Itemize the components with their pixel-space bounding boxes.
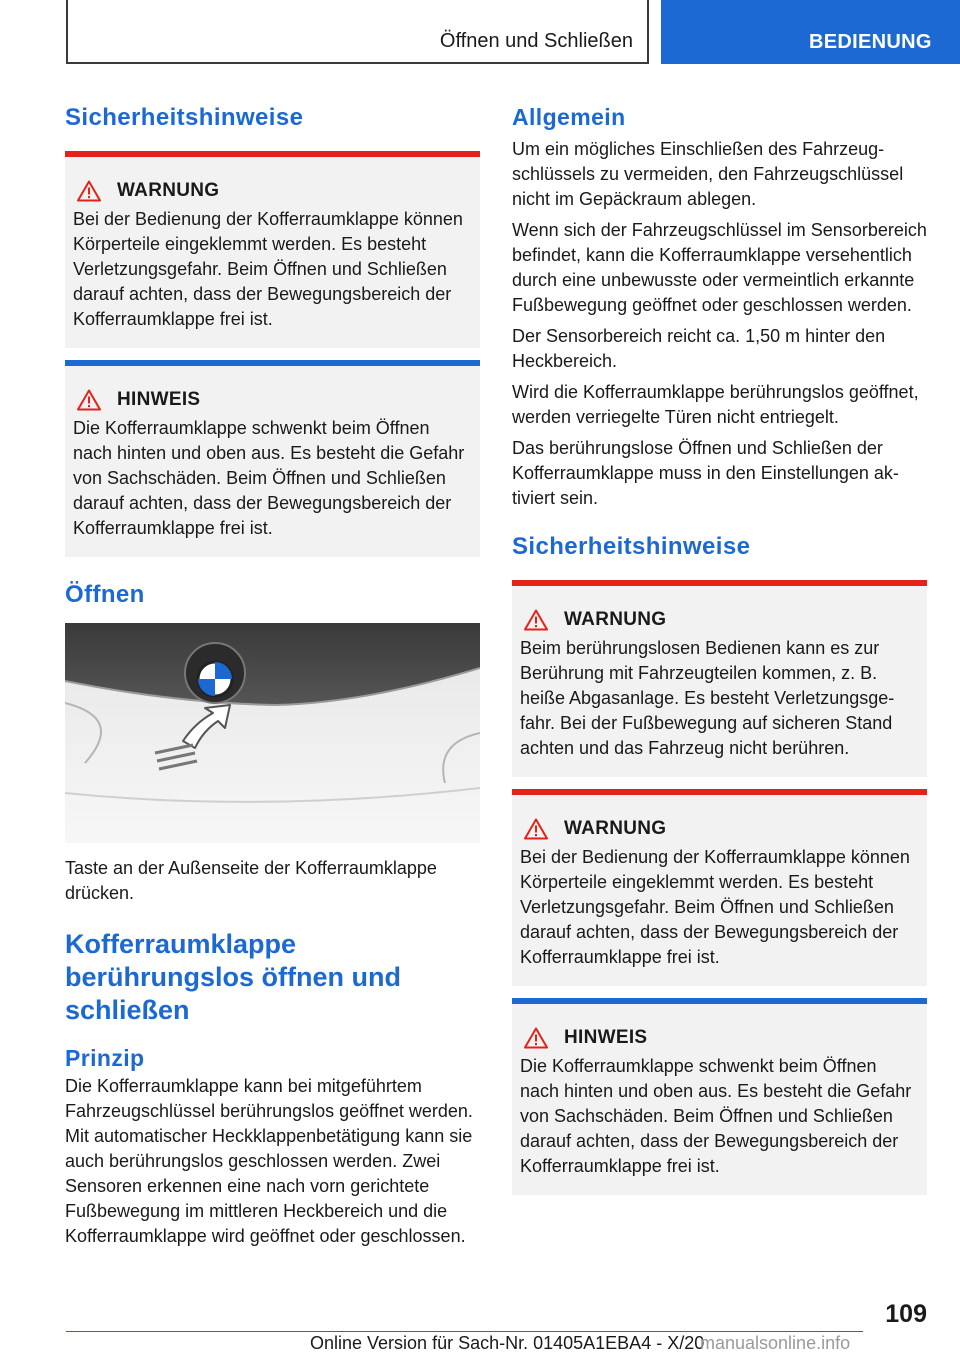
trunk-lid-image — [65, 623, 480, 843]
notice-header — [77, 388, 472, 412]
warning-notice — [512, 789, 927, 986]
warning-triangle-icon — [77, 389, 101, 411]
contactless-heading: Kofferraumklappe berührungslos öffnen und schließen — [65, 929, 401, 1025]
notice-text: Bei der Bedienung der Kofferraumklappe können Körperteile eingeklemmt werden. Es besteht Verletzungsgefahr. Beim Öffnen und Schließen darauf achten, dass der Bewegungsbereich der Kofferraumklappe frei ist. — [73, 209, 463, 329]
figure-caption: Taste an der Außenseite der Kofferraumklappe drücken. — [65, 858, 437, 903]
general-heading: Allgemein — [512, 104, 626, 130]
header-title: Öffnen und Schließen — [439, 30, 633, 52]
principle-text: Die Kofferraumklappe kann bei mitgeführtem Fahrzeugschlüssel berührungslos geöffnet werden. Mit automatischer Heckklappenbetätigung kann sie auch berührungslos geschlossen werden. Zwei Sensoren erkennen eine nach vorn gerichtete Fußbewegung im mittleren Heckbereich und die Kofferraumklappe wird geöffnet oder geschlossen. — [65, 1076, 473, 1246]
warning-triangle-icon — [524, 609, 548, 631]
warning-triangle-icon — [524, 1027, 548, 1049]
notice-text: Bei der Bedienung der Kofferraumklappe können Körperteile eingeklemmt werden. Es besteht Verletzungsgefahr. Beim Öffnen und Schließen darauf achten, dass der Bewegungsbereich der Kofferraumklappe frei ist. — [520, 847, 910, 967]
open-heading: Öffnen — [65, 581, 145, 608]
notice-header — [77, 179, 472, 203]
general-paragraph: Um ein mögliches Einschließen des Fahrzeugschlüssels zu vermeiden, den Fahrzeugschlüssel nicht im Gepäckraum ablegen. — [512, 139, 904, 209]
header-title-box — [66, 0, 649, 64]
watermark: manualsonline.info — [700, 1333, 851, 1353]
right-column — [512, 100, 927, 1195]
notice-text: Beim berührungslosen Bedienen kann es zur Berührung mit Fahrzeugteilen kommen, z. B. heiße Abgasanlage. Es besteht Verletzungsgefahr. Bei der Fußbewegung auf sicheren Stand achten und das Fahrzeug nicht berühren. — [520, 638, 895, 758]
page-number: 109 — [885, 1300, 927, 1328]
general-text — [512, 137, 927, 511]
left-safety-heading: Sicherheitshinweise — [65, 104, 304, 131]
general-paragraph: Wenn sich der Fahrzeugschlüssel im Sensorbereich befindet, kann die Kofferraumklappe versehentlich durch eine unbewusste oder vermeintlich erkannte Fußbewegung geöffnet oder geschlossen werden. — [512, 220, 927, 315]
header-section-label: BEDIENUNG — [809, 31, 932, 53]
notice-title: HINWEIS — [117, 389, 201, 410]
notice-title: HINWEIS — [564, 1027, 648, 1048]
general-paragraph: Der Sensorbereich reicht ca. 1,50 m hinter den Heckbereich. — [512, 326, 886, 371]
general-paragraph: Das berührungslose Öffnen und Schließen der Kofferraumklappe muss in den Einstellungen aktiviert sein. — [512, 438, 899, 508]
warning-triangle-icon — [524, 818, 548, 840]
notice-header — [524, 1026, 919, 1050]
notice-header — [524, 817, 919, 841]
notice-text: Die Kofferraumklappe schwenkt beim Öffnen nach hinten und oben aus. Es besteht die Gefahr von Sachschäden. Beim Öffnen und Schließen darauf achten, dass der Bewegungsbereich der Kofferraumklappe frei ist. — [73, 418, 465, 538]
footer-divider — [66, 1331, 863, 1332]
hint-notice — [65, 360, 480, 557]
trunk-button-illustration — [65, 623, 480, 843]
warning-notice — [65, 151, 480, 348]
notice-title: WARNUNG — [564, 818, 667, 839]
header-section-tab — [661, 0, 960, 64]
left-column — [65, 100, 480, 1249]
notice-text: Die Kofferraumklappe schwenkt beim Öffnen nach hinten und oben aus. Es besteht die Gefahr von Sachschäden. Beim Öffnen und Schließen darauf achten, dass der Bewegungsbereich der Kofferraumklappe frei ist. — [520, 1056, 912, 1176]
principle-heading: Prinzip — [65, 1045, 145, 1071]
notice-title: WARNUNG — [564, 609, 667, 630]
hint-notice — [512, 998, 927, 1195]
notice-header — [524, 608, 919, 632]
warning-triangle-icon — [77, 180, 101, 202]
notice-title: WARNUNG — [117, 180, 220, 201]
footer-online-version: Online Version für Sach-Nr. 01405A1EBA4 - X/20 — [310, 1333, 705, 1353]
general-paragraph: Wird die Kofferraumklappe berührungslos geöffnet, werden verriegelte Türen nicht entriegelt. — [512, 382, 919, 427]
right-safety-heading: Sicherheitshinweise — [512, 533, 751, 560]
warning-notice — [512, 580, 927, 777]
